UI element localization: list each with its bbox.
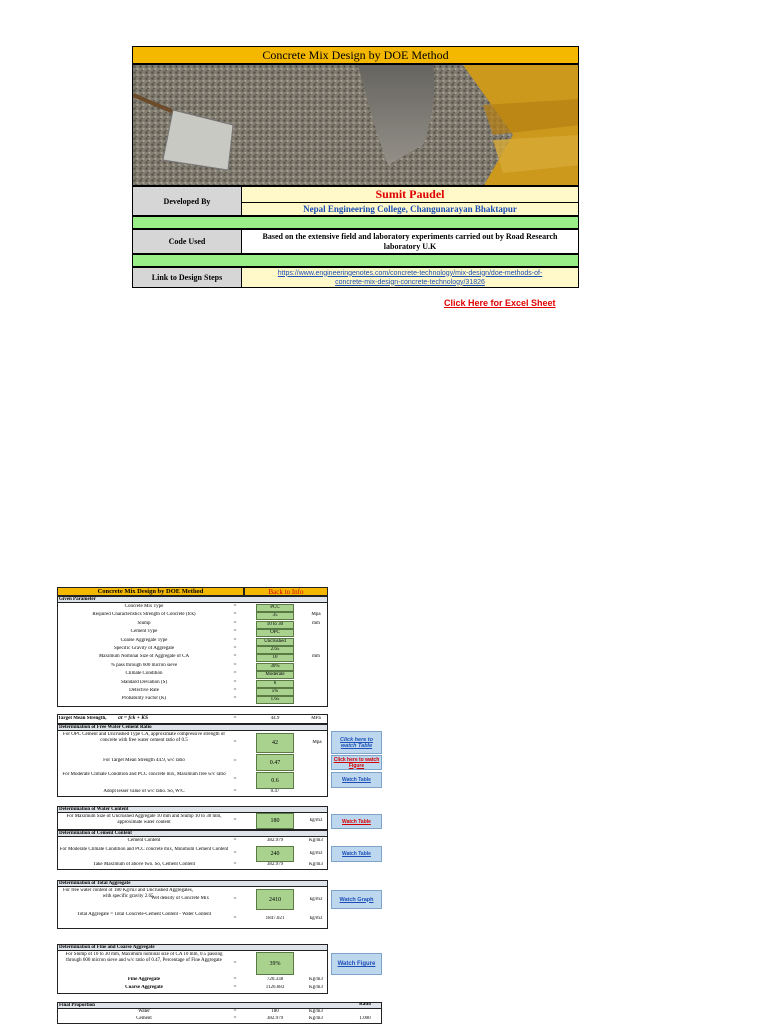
param-eq: = (233, 604, 237, 609)
param-unit: Mpa (311, 612, 321, 618)
param-unit (305, 696, 327, 703)
excel-sheet-link[interactable]: Click Here for Excel Sheet (444, 298, 556, 308)
fwc-text-3: For Moderate Climate Condition and PCC concrete mix, Maximum free w/c ratio (62, 772, 226, 777)
param-label: Coarse Aggregate Type (120, 637, 168, 643)
param-value: Moderate (256, 671, 294, 679)
fine-aggregate-label: Fine Aggregate (127, 977, 161, 982)
green-divider-1 (132, 216, 579, 229)
param-eq: = (233, 654, 237, 660)
param-label: Cement Type (130, 629, 158, 635)
param-label: Maximum Nominal Size of Aggregate of CA (98, 654, 190, 660)
fca-text: For Slump of 10 to 30 mm, Maximum nominal size of CA 10 mm, 0.5 passing through 600 micron sieve and w/c ratio of 0.47, Percentage of Fine Aggregate (65, 952, 223, 963)
developed-by-label: Developed By (133, 187, 242, 215)
cc-value-3: 382.979 (266, 862, 284, 867)
fine-aggregate-value: 720.338 (266, 977, 284, 982)
param-label: Concrete Mix Type (124, 604, 164, 609)
final-row-ratio (350, 1009, 380, 1016)
given-parameter-heading: Given Parameter (57, 596, 328, 603)
link-line-1[interactable]: https://www.engineeringenotes.com/concrete-technology/mix-design/doe-methods-of- (277, 269, 543, 277)
ta-text-1: For free water content of 180 Kg/m3 and Uncrushed Aggregates, with specific gravity 2.65 (63, 888, 193, 899)
param-unit: mm (312, 620, 320, 626)
green-divider-2 (132, 254, 579, 267)
watch-table-button-2[interactable]: Watch Table (331, 772, 382, 788)
param-unit (305, 646, 327, 653)
link-line-2[interactable]: concrete-mix-design-concrete-technology/31826 (335, 278, 485, 286)
cc-unit-1: Kg/m3 (309, 838, 323, 843)
ta-eq-1: = (233, 897, 237, 902)
param-unit (305, 638, 327, 645)
fca-eq: = (233, 961, 237, 966)
fca-heading: Determination of Fine and Coarse Aggregate (57, 944, 328, 951)
param-eq: = (233, 696, 237, 702)
ta-eq-2: = (233, 916, 237, 921)
cc-value-2: 240 (256, 846, 294, 862)
coarse-aggregate-unit: Kg/m3 (309, 985, 323, 990)
fwc-eq-1: = (233, 740, 237, 745)
final-row-label: Water (138, 1009, 150, 1014)
target-value: 44.9 (270, 716, 280, 721)
target-label: Target Mean Strength, (58, 716, 107, 721)
target-eq: = (233, 716, 237, 721)
final-row-label: Cement (136, 1016, 152, 1021)
ta-unit-2: kg/m3 (309, 916, 323, 921)
fwc-unit-1: Mpa (312, 740, 322, 745)
param-value: 5% (256, 688, 294, 696)
param-label: Climate Condition (125, 671, 163, 677)
cc-value-1: 382.979 (266, 838, 284, 843)
param-eq: = (233, 629, 237, 635)
coarse-aggregate-label: Coarse Aggregate (125, 985, 163, 990)
design-steps-link[interactable] (242, 268, 578, 287)
param-label: % pass through 600 micron sieve (110, 662, 178, 668)
param-value: 6 (256, 680, 294, 688)
link-row (132, 267, 579, 288)
final-row-value: 180 (271, 1009, 279, 1014)
param-unit (305, 671, 327, 678)
code-used-row (132, 229, 579, 254)
param-label: Probability Factor (K) (121, 696, 167, 702)
concrete-photo-image (133, 65, 579, 186)
param-value: 10 (256, 654, 294, 662)
ta-unit-1: kg/m3 (309, 897, 323, 902)
final-row-unit: Kg/m3 (309, 1009, 323, 1014)
fwc-value-4: 0.47 (270, 789, 280, 794)
target-unit: MPa (311, 716, 321, 721)
param-eq: = (233, 679, 237, 685)
cc-text-1: Cement Content (127, 838, 161, 843)
param-value: 10 to 30 (256, 621, 294, 629)
param-value: 2.65 (256, 646, 294, 654)
wc-text: For Maximum Size of Uncrushed Aggregate 10 mm and Slump 10 to 30 mm, approximate water content (66, 814, 222, 825)
ta-text-2: Total Aggregate = Total Concrete-Cement Content - Water Content (77, 912, 211, 917)
fwc-value-3: 0.6 (256, 772, 294, 789)
wc-eq: = (233, 818, 237, 823)
college-name: Nepal Engineering College, Changunarayan Bhaktapur (303, 203, 517, 214)
cc-unit-3: Kg/m3 (309, 862, 323, 867)
param-eq: = (233, 662, 237, 668)
fwc-value-1: 42 (256, 733, 294, 753)
final-row-ratio: 1.000 (359, 1016, 371, 1021)
param-value: OPC (256, 629, 294, 637)
final-row-unit: Kg/m3 (309, 1016, 323, 1021)
wc-heading: Determination of Water Content (57, 806, 328, 813)
author-name: Sumit Paudel (242, 187, 578, 203)
coarse-eq: = (233, 985, 237, 990)
fwc-text-2: For Target Mean Strength 44.9, w/c ratio (103, 758, 185, 763)
final-row-value: 382.979 (266, 1016, 284, 1021)
param-eq: = (233, 620, 237, 626)
param-label: Slump (137, 620, 151, 626)
final-row-eq: = (233, 1009, 237, 1014)
cc-eq-1: = (233, 838, 237, 843)
final-row-eq: = (233, 1016, 237, 1021)
fwc-text-4: Adopt lesser value of w/c ratio. So, W/C (103, 789, 185, 794)
fwc-heading: Determination of Free Water Cement Ratio (57, 724, 328, 731)
cc-eq-3: = (233, 862, 237, 867)
fine-aggregate-unit: Kg/m3 (309, 977, 323, 982)
cc-heading: Determination of Cement Content (57, 830, 328, 837)
fwc-text-1: For OPC Cement and Uncrushed Type CA, approximate compressive strength of concrete with free water cement ratio of 0.5 (63, 732, 225, 743)
param-value: Uncrushed (256, 638, 294, 646)
wc-unit: kg/m3 (309, 818, 323, 823)
param-label: Defective Rate (129, 688, 159, 693)
watch-table-button-4[interactable]: Watch Table (331, 846, 382, 862)
header-title: Concrete Mix Design by DOE Method (132, 46, 579, 64)
wc-value: 180 (256, 813, 294, 829)
cc-text-3: Take Maximum of above two. So, Cement Content (93, 862, 195, 867)
param-eq: = (233, 688, 237, 693)
param-label: Specific Gravity of Aggregate (113, 646, 175, 651)
ta-value-2: 1847.021 (265, 916, 285, 921)
param-value: 1.65 (256, 696, 294, 704)
cc-text-2: For Moderate Climate Condition and PCC concrete mix, Minimum Cement Content (59, 847, 229, 852)
fwc-eq-3: = (233, 777, 237, 782)
code-used-text: Based on the extensive field and laboratory experiments carried out by Road Research laboratory U.K (262, 231, 558, 251)
param-unit (305, 604, 327, 611)
watch-table-button-1[interactable]: Click here to watch Table (331, 731, 382, 754)
ratio-heading: Ratio (359, 1002, 371, 1007)
param-unit (305, 688, 327, 695)
ta-text-1b: Wet density of Concrete Mix (151, 896, 209, 901)
back-to-info-button[interactable]: Back to Info (244, 587, 328, 596)
param-value: PCC (256, 604, 294, 612)
param-unit (305, 629, 327, 636)
param-value: 30% (256, 663, 294, 671)
watch-figure-button-2[interactable]: Watch Figure (331, 953, 382, 975)
developed-by-row (132, 186, 579, 216)
coarse-aggregate-value: 1126.683 (265, 985, 285, 990)
param-label: Required Characteristics Strength of Concrete (fck) (92, 612, 196, 618)
ta-value-1: 2410 (256, 889, 294, 910)
cc-eq-2: = (233, 851, 237, 856)
param-label: Standard Deviation (S) (120, 679, 168, 685)
param-eq: = (233, 646, 237, 651)
param-unit (305, 680, 327, 687)
ta-heading: Determination of Total Aggregate (57, 880, 328, 887)
watch-graph-button[interactable]: Watch Graph (331, 890, 382, 909)
param-eq: = (233, 671, 237, 677)
fca-value: 39% (256, 952, 294, 975)
final-heading: Final Proportion (57, 1002, 382, 1009)
fine-eq: = (233, 977, 237, 982)
param-unit: mm (312, 654, 320, 660)
link-label: Link to Design Steps (133, 268, 242, 287)
fwc-eq-2: = (233, 759, 237, 764)
watch-figure-button-1[interactable]: Click here to watch Figure (331, 755, 382, 770)
fwc-value-2: 0.47 (256, 754, 294, 771)
target-formula: σt = fck + KS (118, 715, 149, 721)
watch-table-button-3[interactable]: Watch Table (331, 814, 382, 829)
param-eq: = (233, 612, 237, 618)
cc-unit-2: kg/m3 (309, 851, 323, 856)
param-eq: = (233, 637, 237, 643)
concrete-photo (132, 64, 579, 186)
param-value: 35 (256, 612, 294, 620)
param-unit (305, 663, 327, 670)
code-used-label: Code Used (133, 230, 242, 253)
fwc-eq-4: = (233, 789, 237, 794)
sheet-title: Concrete Mix Design by DOE Method (57, 587, 244, 596)
